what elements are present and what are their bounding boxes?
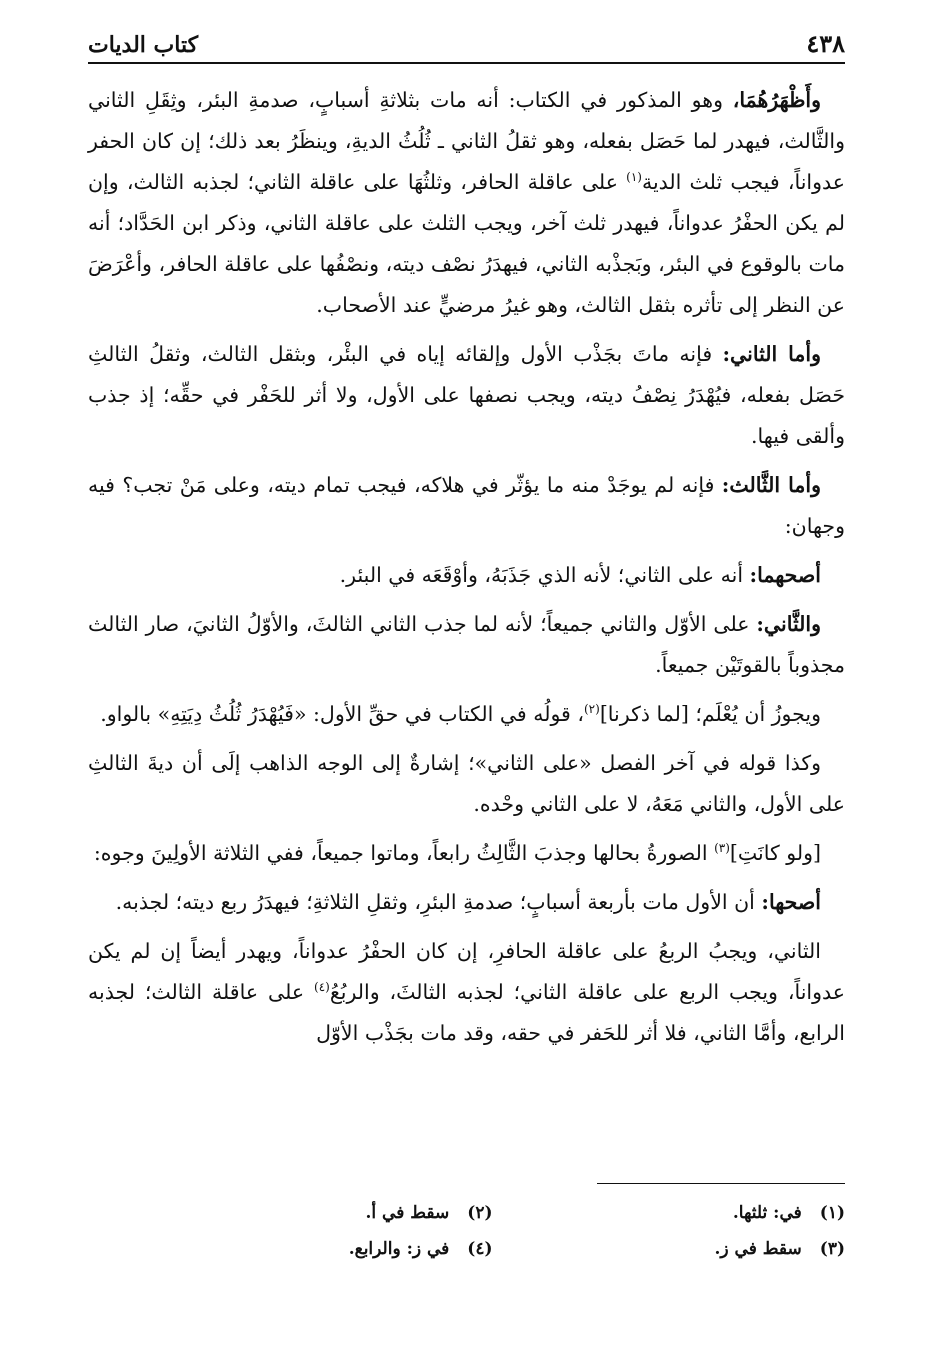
footnote-text: سقط في أ. bbox=[365, 1203, 450, 1223]
footnote-ref: (٣) bbox=[714, 841, 730, 856]
footnote-text: في ز: والرابع. bbox=[348, 1239, 450, 1259]
paragraph bbox=[88, 80, 845, 326]
paragraph-lead: وأما الثَّالث: bbox=[721, 473, 821, 497]
footnote bbox=[493, 1231, 846, 1267]
paragraph-lead: أصحهما: bbox=[749, 563, 821, 587]
paragraph-lead: أصحها: bbox=[761, 890, 821, 914]
footnote-number: (٣) bbox=[819, 1239, 845, 1259]
footnote-row bbox=[140, 1231, 845, 1267]
footnote-ref: (٤) bbox=[314, 980, 330, 995]
paragraph-tail: الصورةُ بحالها وجذبَ الثَّالِثُ رابعاً، وماتوا جميعاً، ففي الثلاثة الأولِينَ وجوه: bbox=[93, 841, 715, 865]
footnote-number: (٢) bbox=[467, 1203, 493, 1223]
footnote bbox=[493, 1195, 846, 1231]
footnote-number: (٤) bbox=[467, 1239, 493, 1259]
footnote bbox=[140, 1195, 493, 1231]
paragraph-text: [ولو كانَتِ] bbox=[729, 841, 821, 865]
paragraph bbox=[88, 604, 845, 686]
paragraph-text: وهو المذكور في الكتاب: أنه مات بثلاثةِ أسبابٍ، صدمةِ البئر، وثِقَلِ الثاني والثَّالث، فيهدر لما حَصَل بفعله، وهو ثقلُ الثاني ـ ثُلُثُ الديةِ، وينظَرُ بعد ذلك؛ إن كان الحفر عدواناً، فيجب ثلث الدية bbox=[88, 88, 845, 194]
paragraph-text: أنه على الثاني؛ لأنه الذي جَذَبَهُ، وأوْقَعَه في البئر. bbox=[339, 563, 750, 587]
footnote-divider bbox=[597, 1183, 845, 1184]
paragraph-tail: على عاقلة الحافر، وثلثُهَا على عاقلة الثاني؛ لجذبه الثالث، وإن لم يكن الحفْرُ عدواناً، فيهدر ثلث آخر، ويجب الثلث على عاقلة الثاني، وذكر ابن الحَدَّاد؛ أنه مات بالوقوع في البئر، وبَجذْبه الثاني، فيهدَرُ نصْف ديته، ونصْفُها على عاقلة الحافر، وأعْرَضَ عن النظر إلى تأثره بثقل الثالث، وهو غيرُ مرضيٍّ عند الأصحاب. bbox=[88, 170, 845, 317]
paragraph-text: على الأوّل والثاني جميعاً؛ لأنه لما جذب الثاني الثالثَ، والأوّلُ الثانيَ، صار الثالث مجذوباً بالقوتَيْن جميعاً. bbox=[88, 612, 845, 677]
paragraph-lead: وأما الثاني: bbox=[722, 342, 821, 366]
paragraph-text: ويجوزُ أن يُعْلَم؛ [لما ذكرنا] bbox=[599, 702, 821, 726]
footnote-ref: (١) bbox=[626, 170, 642, 185]
paragraph-text: فإنه ماتَ بجَذْب الأول وإلقائه إياه في البئْر، وبثقل الثالث، وثقلُ الثالثِ حَصَل بفعله، فيُهْدَرُ نِصْفُ ديته، ويجب نصفها على الأول، ولا أثر للحَفْر في حقِّه؛ إذ جذب وألقى فيها. bbox=[88, 342, 845, 448]
footnote-row bbox=[140, 1195, 845, 1231]
page-number: ٤٣٨ bbox=[806, 29, 845, 58]
footnotes bbox=[140, 1195, 845, 1267]
footnote-ref: (٢) bbox=[583, 702, 600, 717]
footnote-text: سقط في ز. bbox=[714, 1239, 802, 1259]
paragraph bbox=[88, 334, 845, 457]
book-title: كتاب الديات bbox=[88, 32, 199, 58]
paragraph bbox=[88, 555, 845, 596]
paragraph-text: فإنه لم يوجَدْ منه ما يؤثّر في هلاكه، فيجب تمام ديته، وعلى مَنْ تجب؟ فيه وجهان: bbox=[88, 473, 845, 538]
paragraph-text: أن الأول مات بأربعة أسبابٍ؛ صدمةِ البئرِ، وثقلِ الثلاثةِ؛ فيهدَرُ ربع ديته؛ لجذبه. bbox=[115, 890, 762, 914]
paragraph-lead: وأَظْهَرُهُمَا، bbox=[732, 88, 821, 112]
footnote bbox=[140, 1231, 493, 1267]
paragraph bbox=[88, 882, 845, 923]
footnote-text: في: ثلثها. bbox=[732, 1203, 802, 1223]
paragraph-text: وكذا قوله في آخر الفصل «على الثاني»؛ إشارةٌ إلى الوجه الذاهب إلَى أن ديةَ الثالثِ على الأول، والثاني مَعَهُ، لا على الثاني وحْده. bbox=[88, 751, 845, 816]
paragraph bbox=[88, 694, 845, 735]
main-text bbox=[88, 80, 845, 1062]
paragraph bbox=[88, 833, 845, 874]
paragraph bbox=[88, 931, 845, 1054]
page-header bbox=[88, 22, 845, 64]
paragraph bbox=[88, 465, 845, 547]
paragraph bbox=[88, 743, 845, 825]
footnote-number: (١) bbox=[819, 1203, 845, 1223]
paragraph-tail: على عاقلة الثالث؛ لجذبه الرابع، وأمَّا الثاني، فلا أثر للحَفر في حقه، وقد مات بجَذْب الأوّل bbox=[88, 980, 845, 1045]
paragraph-lead: والثَّاني: bbox=[756, 612, 821, 636]
paragraph-text: الثاني، ويجبُ الربعُ على عاقلة الحافرِ، إن كان الحفْرُ عدواناً، ويهدر أيضاً إن لم يكن عدواناً، ويجب الربع على عاقلة الثاني؛ لجذبه الثالثَ، والربُعُ bbox=[88, 939, 845, 1004]
paragraph-tail: ، قولُه في الكتاب في حقِّ الأول: «فَيُهْدَرُ ثُلُثُ دِيَتِهِ» بالواو. bbox=[100, 702, 584, 726]
